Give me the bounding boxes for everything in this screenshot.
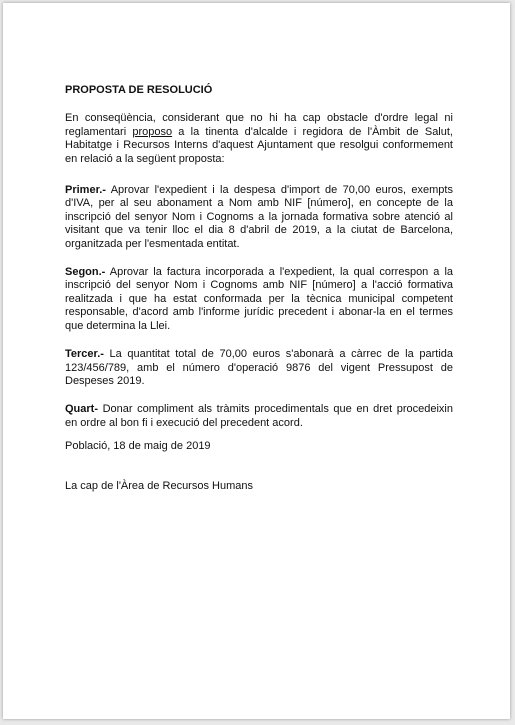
proposal-item-third: [65, 348, 453, 388]
intro-paragraph: [65, 112, 453, 166]
intro-text-before: En conseqüència, considerant que no hi ha cap obstacle d'ordre legal ni reglamentari: [65, 112, 453, 138]
document-body: [65, 84, 453, 445]
item-text: La quantitat total de 70,00 euros s'abonarà a càrrec de la partida 123/456/789, amb el número d'operació 9876 del vigent Pressupost de Despeses 2019.: [65, 348, 453, 387]
intro-text-after: a la tinenta d'alcalde i regidora de l'Àmbit de Salut, Habitatge i Recursos Interns d'aquest Ajuntament que resolgui conformement en relació a la següent proposta:: [65, 125, 453, 165]
item-label: Quart-: [65, 403, 98, 416]
item-text: Donar compliment als tràmits procedimentals que en dret procedeixin en ordre al bon fi i execució del precedent acord.: [65, 403, 453, 429]
proposal-item-fourth: [65, 403, 453, 430]
place-and-date: Població, 18 de maig de 2019: [65, 440, 211, 452]
document-title: PROPOSTA DE RESOLUCIÓ: [65, 84, 213, 96]
document-page: [3, 3, 510, 719]
proposal-item-first: [65, 184, 453, 251]
signer-title: La cap de l'Àrea de Recursos Humans: [65, 480, 253, 492]
item-text: Aprovar la factura incorporada a l'expedient, la qual correspon a la inscripció del senyor Nom i Cognoms amb NIF [número] a l'acció formativa realitzada i que ha estat conformada per la tècnica municipal competent responsable, d'acord amb l'informe jurídic precedent i abonar-la en el termes que determina la Llei.: [65, 266, 453, 332]
item-label: Primer.-: [65, 184, 106, 197]
proposal-item-second: [65, 266, 453, 333]
item-label: Segon.-: [65, 266, 106, 279]
item-label: Tercer.-: [65, 348, 104, 361]
item-text: Aprovar l'expedient i la despesa d'import de 70,00 euros, exempts d'IVA, per al seu abonament a Nom amb NIF [número], en concepte de la inscripció del senyor Nom i Cognoms a la jornada formativa sobre atenció al visitant que va tenir lloc el dia 8 d'abril de 2019, a la ciutat de Barcelona, organitzada per l'esmentada entitat.: [65, 184, 453, 250]
intro-underlined-word: proposo: [132, 125, 173, 138]
